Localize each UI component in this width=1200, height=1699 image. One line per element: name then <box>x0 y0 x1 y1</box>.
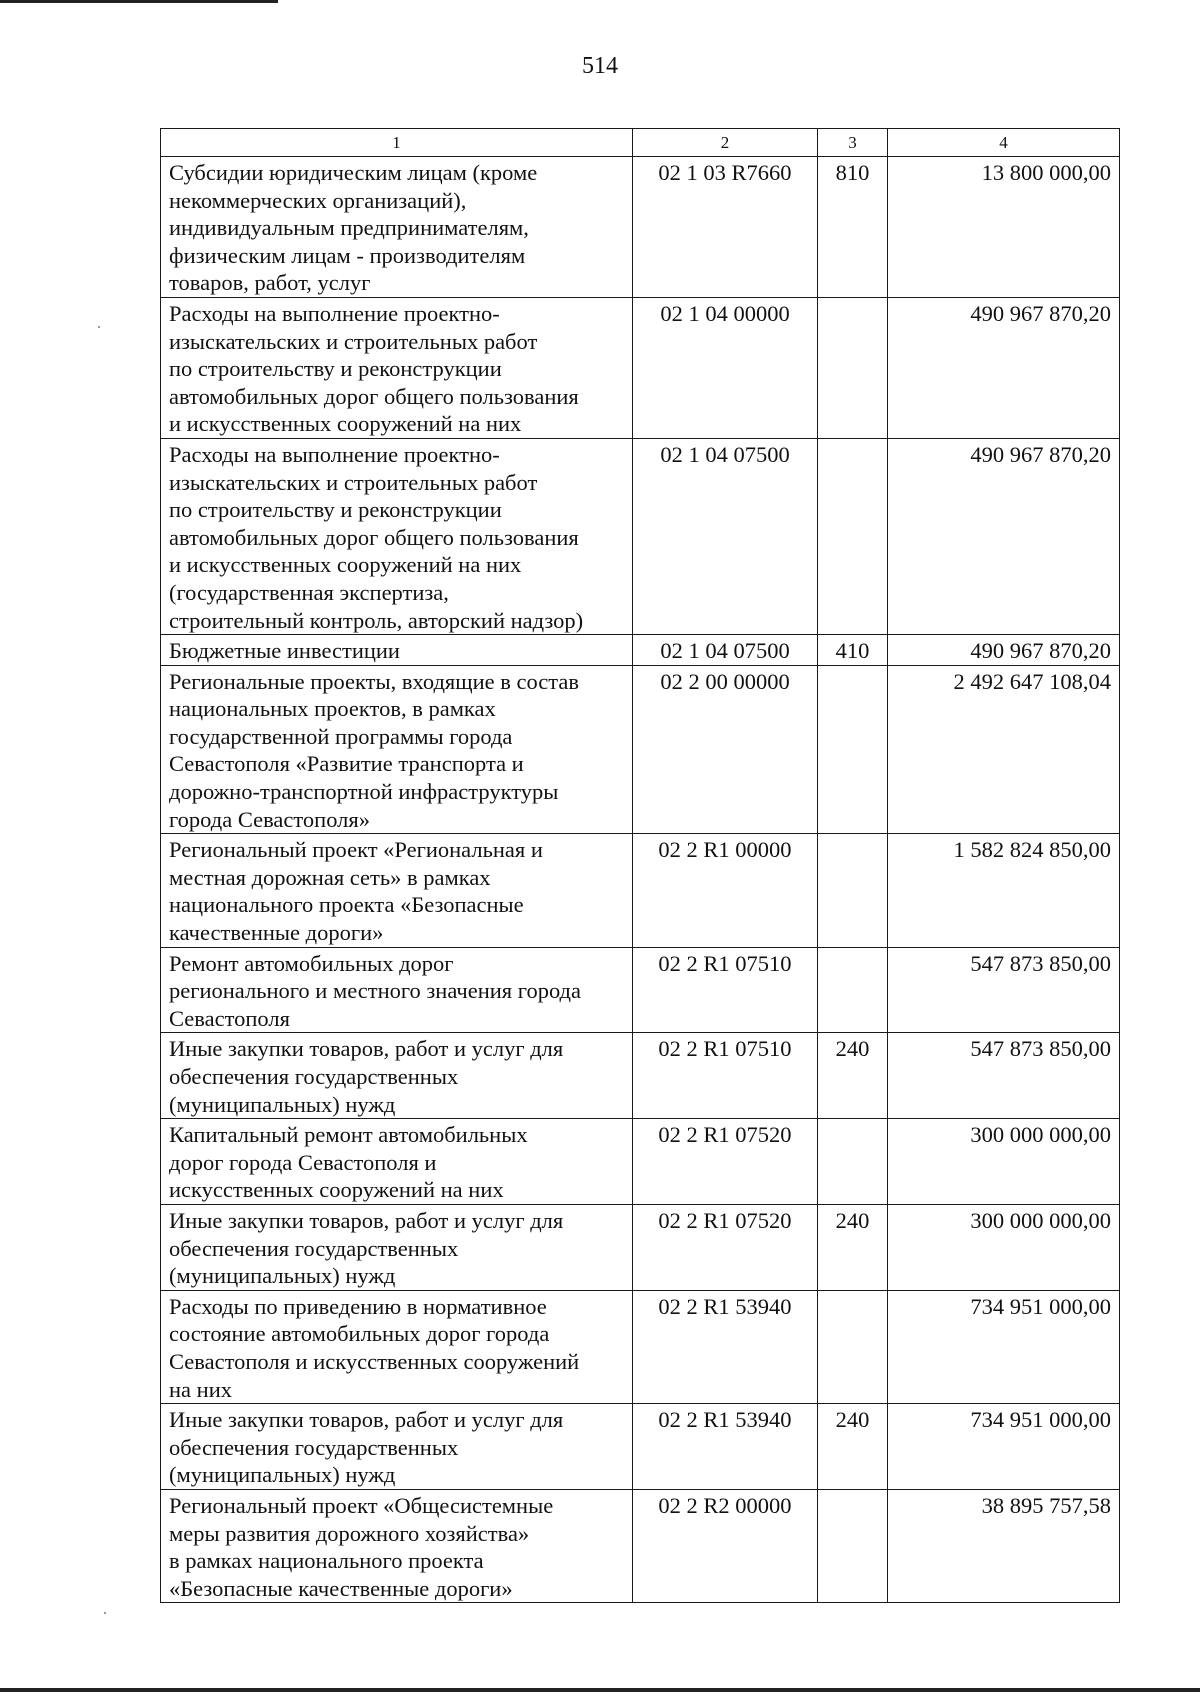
column-header-2: 2 <box>633 129 818 157</box>
table-row <box>161 635 1120 666</box>
row-expense-type: 810 <box>818 157 888 298</box>
row-expense-type <box>818 834 888 947</box>
table-row <box>161 157 1120 298</box>
table-row <box>161 1290 1120 1403</box>
table-row <box>161 1033 1120 1119</box>
row-name: Региональный проект «Общесистемные меры развития дорожного хозяйства» в рамках национального проекта «Безопасные качественные дороги» <box>161 1489 633 1602</box>
table-row <box>161 834 1120 947</box>
row-name: Расходы по приведению в нормативное состояние автомобильных дорог города Севастополя и искусственных сооружений на них <box>161 1290 633 1403</box>
table-row <box>161 438 1120 634</box>
row-amount: 300 000 000,00 <box>888 1119 1120 1205</box>
row-amount: 490 967 870,20 <box>888 297 1120 438</box>
row-name: Иные закупки товаров, работ и услуг для обеспечения государственных (муниципальных) нужд <box>161 1404 633 1490</box>
row-amount: 300 000 000,00 <box>888 1204 1120 1290</box>
row-expense-type <box>818 665 888 834</box>
column-header-3: 3 <box>818 129 888 157</box>
row-code: 02 2 R1 07510 <box>633 1033 818 1119</box>
row-expense-type <box>818 947 888 1033</box>
row-code: 02 2 R1 07520 <box>633 1204 818 1290</box>
row-expense-type <box>818 438 888 634</box>
row-code: 02 2 R1 53940 <box>633 1404 818 1490</box>
row-amount: 734 951 000,00 <box>888 1290 1120 1403</box>
budget-table <box>160 128 1120 1603</box>
row-code: 02 1 04 07500 <box>633 438 818 634</box>
row-amount: 490 967 870,20 <box>888 635 1120 666</box>
column-header-1: 1 <box>161 129 633 157</box>
row-code: 02 1 04 07500 <box>633 635 818 666</box>
table-row <box>161 1404 1120 1490</box>
table-header-row <box>161 129 1120 157</box>
row-code: 02 1 03 R7660 <box>633 157 818 298</box>
table-row <box>161 1119 1120 1205</box>
row-amount: 2 492 647 108,04 <box>888 665 1120 834</box>
row-expense-type: 410 <box>818 635 888 666</box>
table-row <box>161 1489 1120 1602</box>
row-amount: 490 967 870,20 <box>888 438 1120 634</box>
column-header-4: 4 <box>888 129 1120 157</box>
row-code: 02 2 R1 07510 <box>633 947 818 1033</box>
row-amount: 38 895 757,58 <box>888 1489 1120 1602</box>
scan-speck <box>104 1612 106 1614</box>
row-name: Расходы на выполнение проектно- изыскательских и строительных работ по строительству и реконструкции автомобильных дорог общего пользования и искусственных сооружений на них <box>161 297 633 438</box>
row-expense-type: 240 <box>818 1204 888 1290</box>
row-code: 02 2 R1 53940 <box>633 1290 818 1403</box>
row-name: Капитальный ремонт автомобильных дорог города Севастополя и искусственных сооружений на них <box>161 1119 633 1205</box>
row-name: Иные закупки товаров, работ и услуг для обеспечения государственных (муниципальных) нужд <box>161 1204 633 1290</box>
row-expense-type <box>818 1119 888 1205</box>
row-code: 02 2 R1 07520 <box>633 1119 818 1205</box>
row-name: Региональные проекты, входящие в состав национальных проектов, в рамках государственной программы города Севастополя «Развитие транспорта и дорожно-транспортной инфраструктуры города Севастополя» <box>161 665 633 834</box>
scan-edge-top <box>0 0 278 3</box>
row-amount: 547 873 850,00 <box>888 947 1120 1033</box>
table-row <box>161 297 1120 438</box>
row-expense-type <box>818 1290 888 1403</box>
page-number: 514 <box>582 53 618 79</box>
row-expense-type: 240 <box>818 1033 888 1119</box>
row-amount: 547 873 850,00 <box>888 1033 1120 1119</box>
table-row <box>161 665 1120 834</box>
row-expense-type <box>818 1489 888 1602</box>
row-name: Иные закупки товаров, работ и услуг для обеспечения государственных (муниципальных) нужд <box>161 1033 633 1119</box>
row-code: 02 2 R2 00000 <box>633 1489 818 1602</box>
row-name: Бюджетные инвестиции <box>161 635 633 666</box>
scan-edge-bottom <box>0 1688 1200 1692</box>
row-name: Региональный проект «Региональная и местная дорожная сеть» в рамках национального проекта «Безопасные качественные дороги» <box>161 834 633 947</box>
row-code: 02 2 R1 00000 <box>633 834 818 947</box>
row-code: 02 1 04 00000 <box>633 297 818 438</box>
scan-speck <box>98 326 100 328</box>
row-name: Субсидии юридическим лицам (кроме некоммерческих организаций), индивидуальным предпринимателям, физическим лицам - производителям товаров, работ, услуг <box>161 157 633 298</box>
row-expense-type <box>818 297 888 438</box>
row-code: 02 2 00 00000 <box>633 665 818 834</box>
row-name: Ремонт автомобильных дорог регионального и местного значения города Севастополя <box>161 947 633 1033</box>
row-amount: 734 951 000,00 <box>888 1404 1120 1490</box>
row-expense-type: 240 <box>818 1404 888 1490</box>
row-amount: 13 800 000,00 <box>888 157 1120 298</box>
table-row <box>161 1204 1120 1290</box>
table-row <box>161 947 1120 1033</box>
row-amount: 1 582 824 850,00 <box>888 834 1120 947</box>
row-name: Расходы на выполнение проектно- изыскательских и строительных работ по строительству и реконструкции автомобильных дорог общего пользования и искусственных сооружений на них (государственная экспертиза, строительный контроль, авторский надзор) <box>161 438 633 634</box>
